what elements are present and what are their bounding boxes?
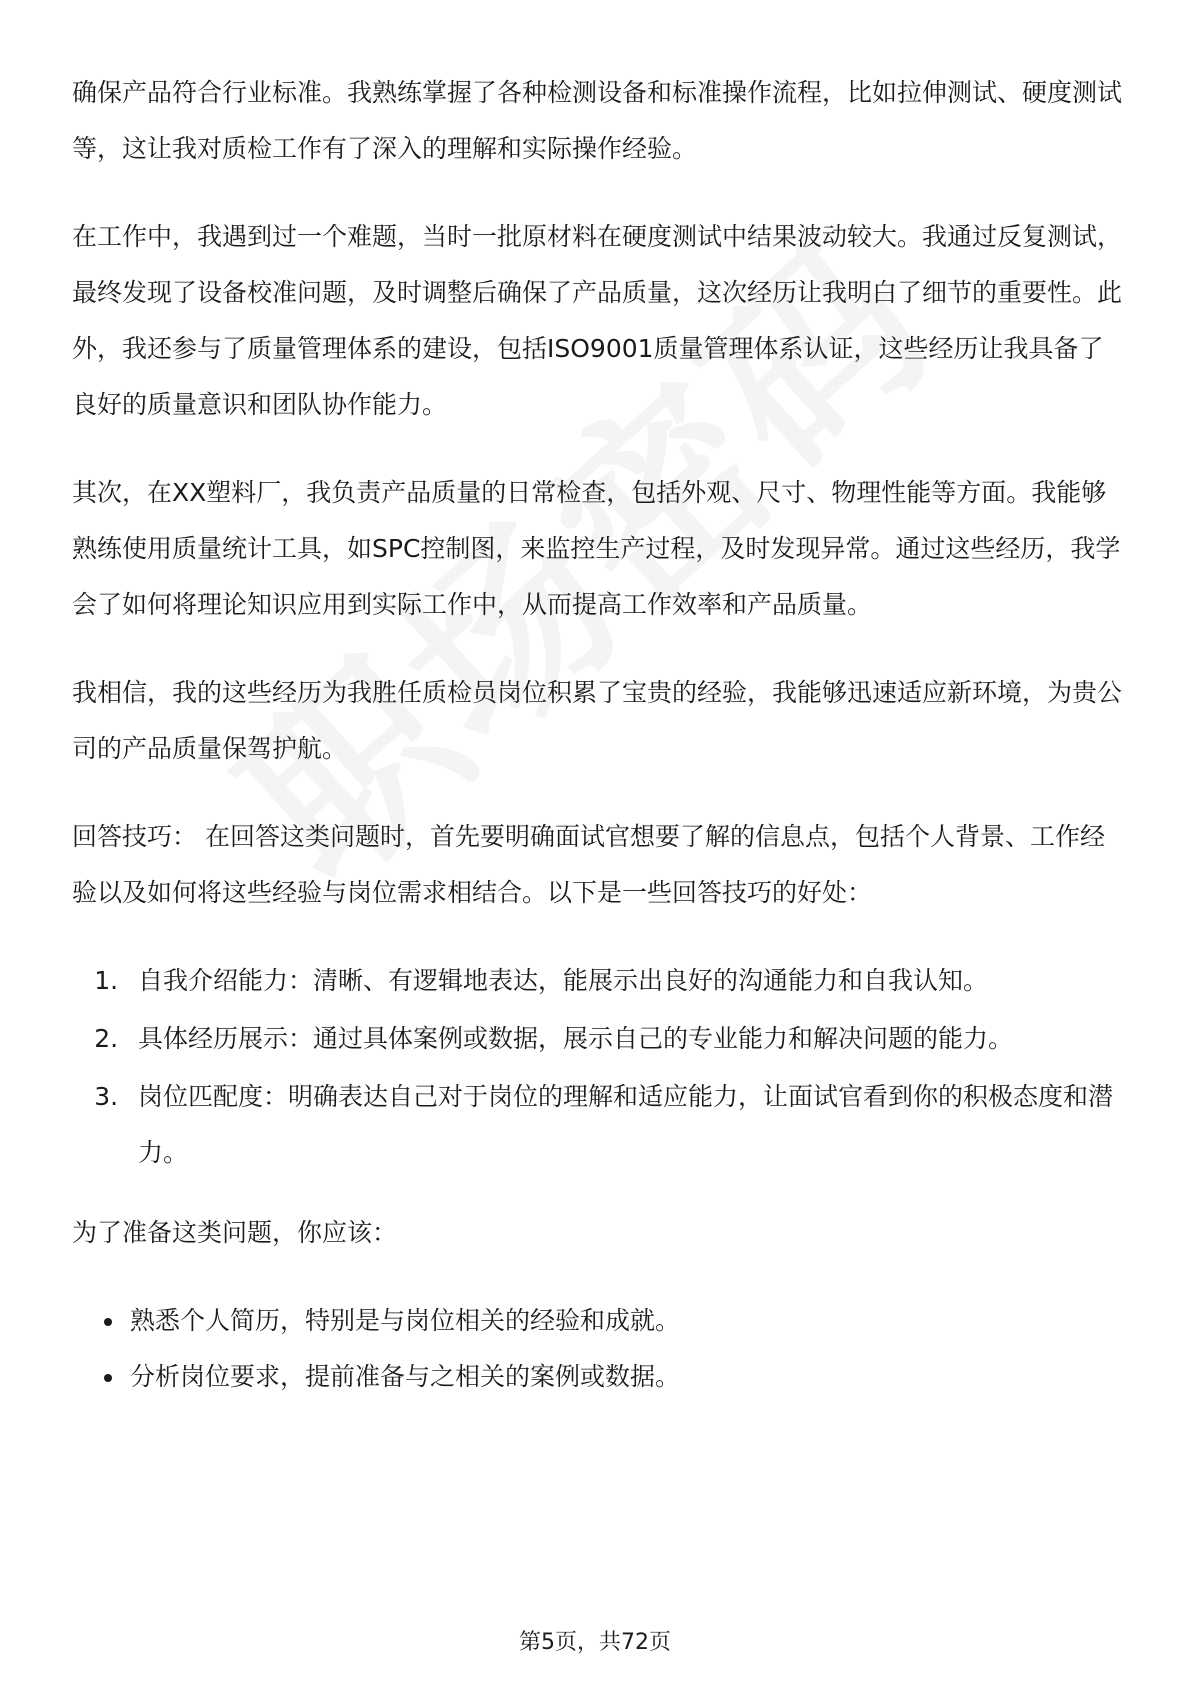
list-item: 1. 自我介绍能力：清晰、有逻辑地表达，能展示出良好的沟通能力和自我认知。 [126, 953, 1122, 1009]
list-item: • 熟悉个人简历，特别是与岗位相关的经验和成就。 [126, 1293, 1122, 1349]
tips-numbered-list [72, 953, 1122, 1181]
paragraph-2: 在工作中，我遇到过一个难题，当时一批原材料在硬度测试中结果波动较大。我通过反复测试，最终发现了设备校准问题，及时调整后确保了产品质量，这次经历让我明白了细节的重要性。此外，我还参与了质量管理体系的建设，包括ISO9001质量管理体系认证，这些经历让我具备了良好的质量意识和团队协作能力。 [72, 222, 1123, 419]
list-item: 3. 岗位匹配度：明确表达自己对于岗位的理解和适应能力，让面试官看到你的积极态度和潜力。 [126, 1069, 1122, 1181]
prep-bullet-list [72, 1293, 1122, 1405]
paragraph-1: 确保产品符合行业标准。我熟练掌握了各种检测设备和标准操作流程，比如拉伸测试、硬度测试等，这让我对质检工作有了深入的理解和实际操作经验。 [72, 78, 1123, 163]
list-item: 2. 具体经历展示：通过具体案例或数据，展示自己的专业能力和解决问题的能力。 [126, 1011, 1122, 1067]
list-item: • 分析岗位要求，提前准备与之相关的案例或数据。 [126, 1349, 1122, 1405]
paragraph-3: 其次，在XX塑料厂，我负责产品质量的日常检查，包括外观、尺寸、物理性能等方面。我能够熟练使用质量统计工具，如SPC控制图，来监控生产过程，及时发现异常。通过这些经历，我学会了如何将理论知识应用到实际工作中，从而提高工作效率和产品质量。 [72, 478, 1121, 619]
prep-intro: 为了准备这类问题，你应该： [72, 1218, 398, 1247]
answer-tips-paragraph: 回答技巧： 在回答这类问题时，首先要明确面试官想要了解的信息点，包括个人背景、工作经验以及如何将这些经验与岗位需求相结合。以下是一些回答技巧的好处： [72, 822, 1105, 907]
page-number: 第5页，共72页 [519, 1630, 671, 1655]
document-body [72, 65, 1122, 1405]
paragraph-4: 我相信，我的这些经历为我胜任质检员岗位积累了宝贵的经验，我能够迅速适应新环境，为贵公司的产品质量保驾护航。 [72, 678, 1123, 763]
